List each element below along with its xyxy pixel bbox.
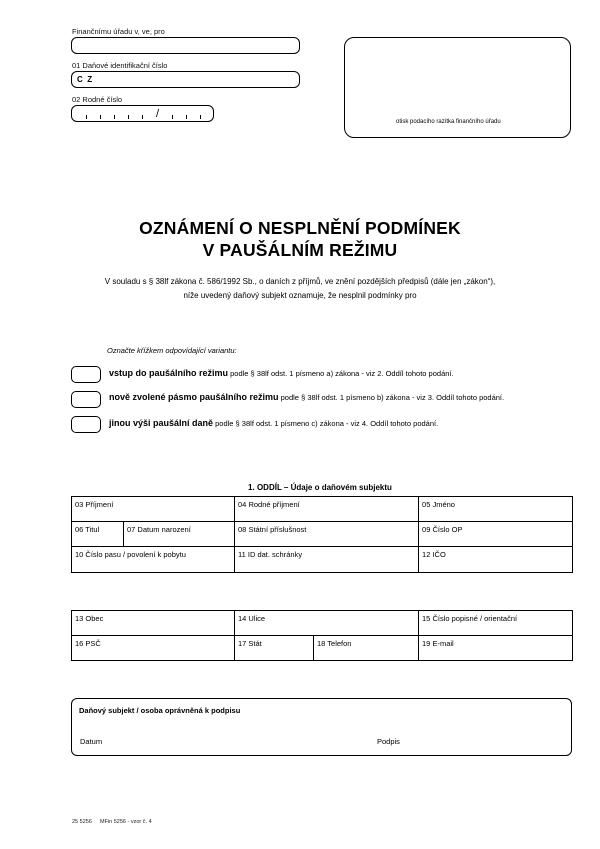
checkbox-entry[interactable] (71, 366, 101, 383)
option-entry-bold: vstup do paušálního režimu (109, 368, 229, 378)
date-label: Datum (80, 737, 103, 746)
section1-title: 1. ODDÍL – Údaje o daňovém subjektu (248, 483, 392, 492)
birth-number-field[interactable] (71, 105, 214, 122)
option-entry-label (109, 368, 454, 378)
field-ico[interactable]: 12 IČO (419, 547, 573, 573)
field-id-card-number[interactable]: 09 Číslo OP (419, 522, 573, 547)
option-new-band-label (109, 392, 504, 402)
field-nationality[interactable]: 08 Státní příslušnost (235, 522, 419, 547)
stamp-area (344, 37, 571, 138)
field-municipality[interactable]: 13 Obec (72, 611, 235, 636)
option-other-amount-bold: jinou výši paušální daně (109, 418, 214, 428)
field-phone[interactable]: 18 Telefon (314, 636, 419, 661)
footer-form-ref: MFin 5256 - vzor č. 4 (100, 819, 152, 825)
option-new-band-bold: nově zvolené pásmo paušálního režimu (109, 392, 279, 402)
stamp-label: otisk podacího razítka finančního úřadu (396, 119, 501, 125)
checkbox-new-band[interactable] (71, 391, 101, 408)
form-title-line2: V PAUŠÁLNÍM REŽIMU (202, 240, 398, 260)
tax-id-prefix: C Z (77, 75, 93, 84)
option-new-band-rest: podle § 38lf odst. 1 písmeno b) zákona - viz 3. Oddíl tohoto podání. (278, 393, 505, 402)
option-other-amount-label (109, 418, 438, 428)
office-field[interactable] (71, 37, 300, 54)
checkbox-other-amount[interactable] (71, 416, 101, 433)
field-email[interactable]: 19 E-mail (419, 636, 573, 661)
signature-box (71, 698, 572, 756)
intro-line2: níže uvedený daňový subjekt oznamuje, že nesplnil podmínky pro (183, 291, 417, 300)
field-title[interactable]: 06 Titul (72, 522, 124, 547)
signature-label: Podpis (377, 737, 400, 746)
subject-info-table (71, 496, 573, 573)
option-other-amount-rest: podle § 38lf odst. 1 písmeno c) zákona - viz 4. Oddíl tohoto podání. (213, 419, 439, 428)
address-table (71, 610, 573, 661)
tax-id-field[interactable] (71, 71, 300, 88)
field-country[interactable]: 17 Stát (235, 636, 314, 661)
tax-id-label: 01 Daňové identifikační číslo (72, 61, 168, 70)
form-title-line1: OZNÁMENÍ O NESPLNĚNÍ PODMÍNEK (139, 218, 461, 238)
field-house-number[interactable]: 15 Číslo popisné / orientační (419, 611, 573, 636)
birth-number-separator: / (156, 108, 160, 120)
option-entry-rest: podle § 38lf odst. 1 písmeno a) zákona - viz 2. Oddíl tohoto podání. (228, 369, 454, 378)
field-birth-date[interactable]: 07 Datum narození (124, 522, 235, 547)
field-first-name[interactable]: 05 Jméno (419, 497, 573, 522)
intro-line1: V souladu s § 38lf zákona č. 586/1992 Sb., o daních z příjmů, ve znění pozdějších předpisů (dále jen „zákon“), (104, 277, 496, 286)
field-databox-id[interactable]: 11 ID dat. schránky (235, 547, 419, 573)
signature-title: Daňový subjekt / osoba oprávněná k podpisu (79, 706, 241, 715)
footer-code: 25 5256 (72, 819, 92, 825)
field-birth-surname[interactable]: 04 Rodné příjmení (235, 497, 419, 522)
field-passport-number[interactable]: 10 Číslo pasu / povolení k pobytu (72, 547, 235, 573)
birth-number-label: 02 Rodné číslo (72, 95, 123, 104)
office-label: Finančnímu úřadu v, ve, pro (72, 27, 165, 36)
field-street[interactable]: 14 Ulice (235, 611, 419, 636)
field-postal-code[interactable]: 16 PSČ (72, 636, 235, 661)
field-surname[interactable]: 03 Příjmení (72, 497, 235, 522)
instruction-text: Označte křížkem odpovídající variantu: (107, 346, 237, 355)
